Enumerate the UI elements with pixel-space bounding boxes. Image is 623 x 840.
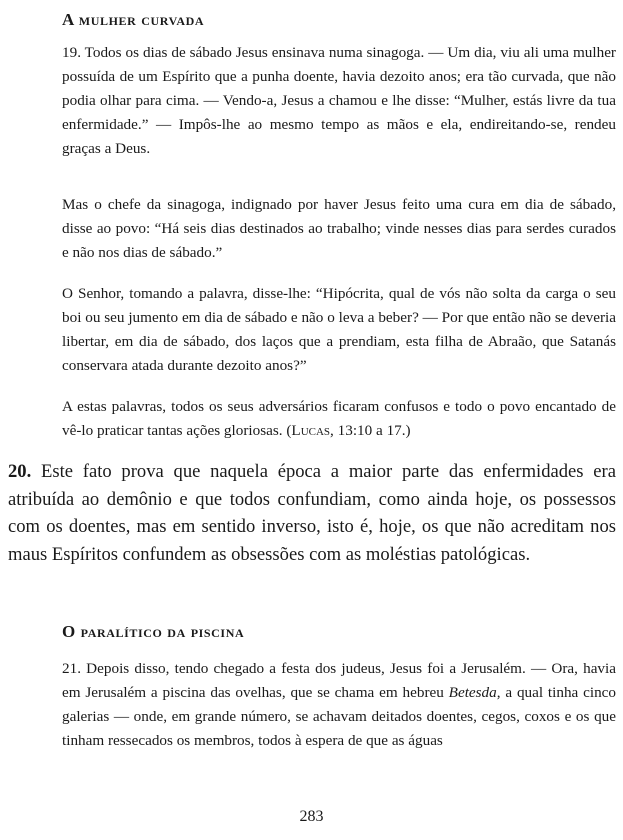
commentary-text: Este fato prova que naquela época a maior parte das enfermidades era atribuída ao demônio e que todos confundiam, como ainda hoje, os possessos com os doentes, mas em sentido inverso, isto é, hoje, os que não acreditam nos maus Espíritos confundem as obsessões com as moléstias patológicas. — [8, 461, 616, 565]
paragraph-text: 21. Depois disso, tendo chegado a festa dos judeus, Jesus foi a Jerusalém. — Ora, havia em Jerusalém a piscina das ovelhas, que se chama em hebreu — [62, 660, 616, 701]
bible-reference-book: Lucas — [291, 422, 331, 439]
bible-reference-verses: , 13:10 a 17.) — [330, 422, 411, 439]
section-heading: O paralítico da piscina — [62, 622, 245, 641]
paragraph: 19. Todos os dias de sábado Jesus ensinava numa sinagoga. — Um dia, viu ali uma mulher possuída de um Espírito que a punha doente, havia dezoito anos; era tão curvada, que não podia olhar para cima. — Vendo-a, Jesus a chamou e lhe disse: “Mulher, estás livre da tua enfermidade.” — Impôs-lhe ao mesmo tempo as mãos e ela, endireitando-se, rendeu graças a Deus. — [62, 44, 616, 157]
commentary-paragraph — [8, 458, 616, 568]
paragraph-text: , a qual tinha cinco galerias — onde, em grande número, se achavam deitados doentes, cegos, coxos e os que tinham ressecados os membros, todos à espera de que as águas — [62, 684, 617, 749]
paragraph — [62, 657, 616, 753]
page-number: 283 — [299, 808, 324, 825]
paragraph-with-reference — [62, 395, 616, 443]
italic-term: Betesda — [448, 684, 497, 701]
item-number: 20. — [8, 461, 32, 482]
paragraph-text: A estas palavras, todos os seus adversários ficaram confusos e todo o povo encantado de vê-lo praticar tantas ações gloriosas. ( — [62, 398, 616, 439]
section-heading: A mulher curvada — [62, 10, 205, 29]
paragraph: O Senhor, tomando a palavra, disse-lhe: “Hipócrita, qual de vós não solta da carga o seu boi ou seu jumento em dia de sábado e não o leva a beber? — Por que então não se deveria libertar, em dia de sábado, dos laços que a prendiam, esta filha de Abraão, que Satanás conservara atada durante dezoito anos?” — [62, 285, 616, 374]
paragraph: Mas o chefe da sinagoga, indignado por haver Jesus feito uma cura em dia de sábado, disse ao povo: “Há seis dias destinados ao trabalho; vinde nesses dias para serdes curados e não nos dias de sábado.” — [62, 196, 616, 261]
